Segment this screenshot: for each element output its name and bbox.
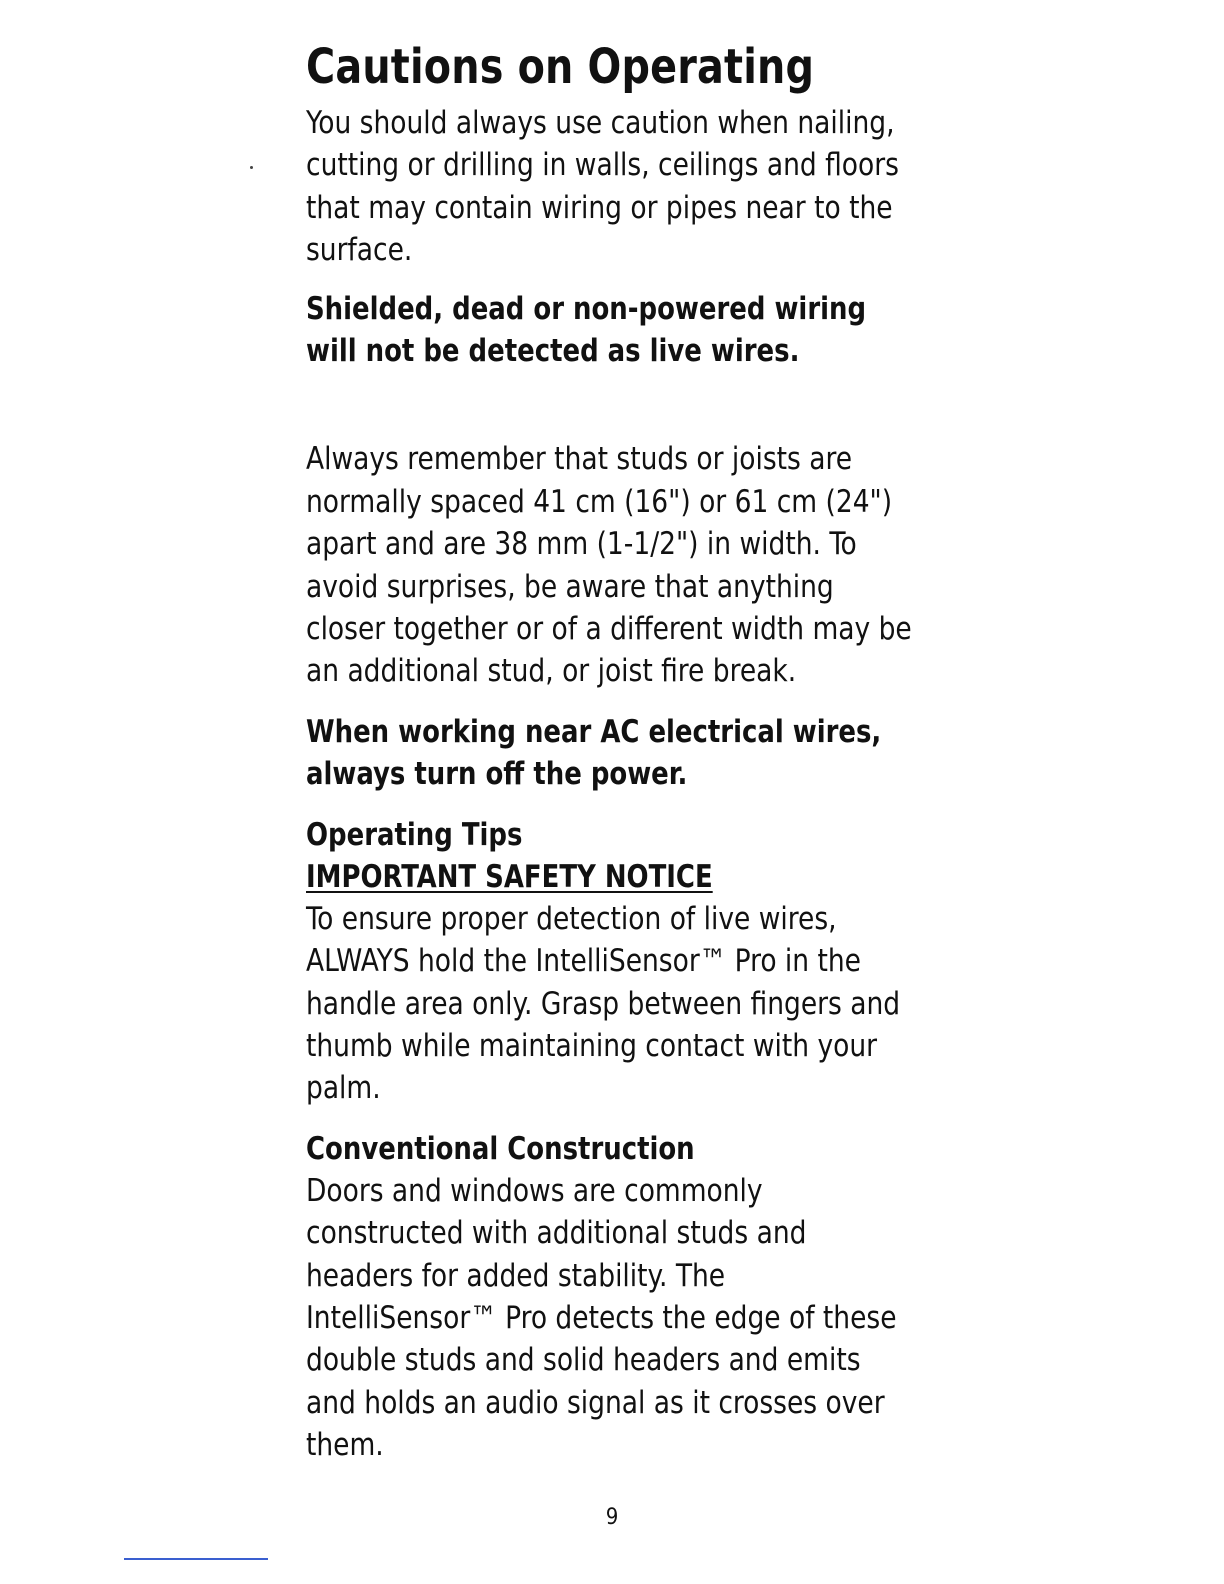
shielded-wiring-warning: Shielded, dead or non-powered wiring will not be detected as live wires. <box>306 290 867 370</box>
safety-notice-heading: IMPORTANT SAFETY NOTICE <box>306 858 713 895</box>
stray-mark <box>250 166 253 169</box>
page-content <box>306 38 916 1467</box>
intro-paragraph: You should always use caution when nailing, cutting or drilling in walls, ceilings and floors that may contain wiring or pipes near to the surface. <box>306 105 899 269</box>
conventional-construction-paragraph: Doors and windows are commonly constructed with additional studs and headers for added stability. The IntelliSensor™ Pro detects the edge of these double studs and solid headers and emits and holds an audio signal as it crosses over them. <box>306 1172 897 1464</box>
conventional-construction-heading: Conventional Construction <box>306 1130 695 1167</box>
page-title: Cautions on Operating <box>306 39 815 95</box>
footer-rule <box>124 1558 268 1560</box>
studs-paragraph: Always remember that studs or joists are normally spaced 41 cm (16") or 61 cm (24") apart and are 38 mm (1-1/2") in width. To avoid surprises, be aware that anything closer together or of a different width may be an additional stud, or joist fire break. <box>306 441 912 690</box>
ac-wires-warning: When working near AC electrical wires, always turn off the power. <box>306 713 882 793</box>
safety-notice-paragraph: To ensure proper detection of live wires, ALWAYS hold the IntelliSensor™ Pro in the handle area only. Grasp between fingers and thumb while maintaining contact with your palm. <box>306 900 901 1107</box>
operating-tips-heading: Operating Tips <box>306 816 523 853</box>
page-number: 9 <box>605 1505 619 1530</box>
